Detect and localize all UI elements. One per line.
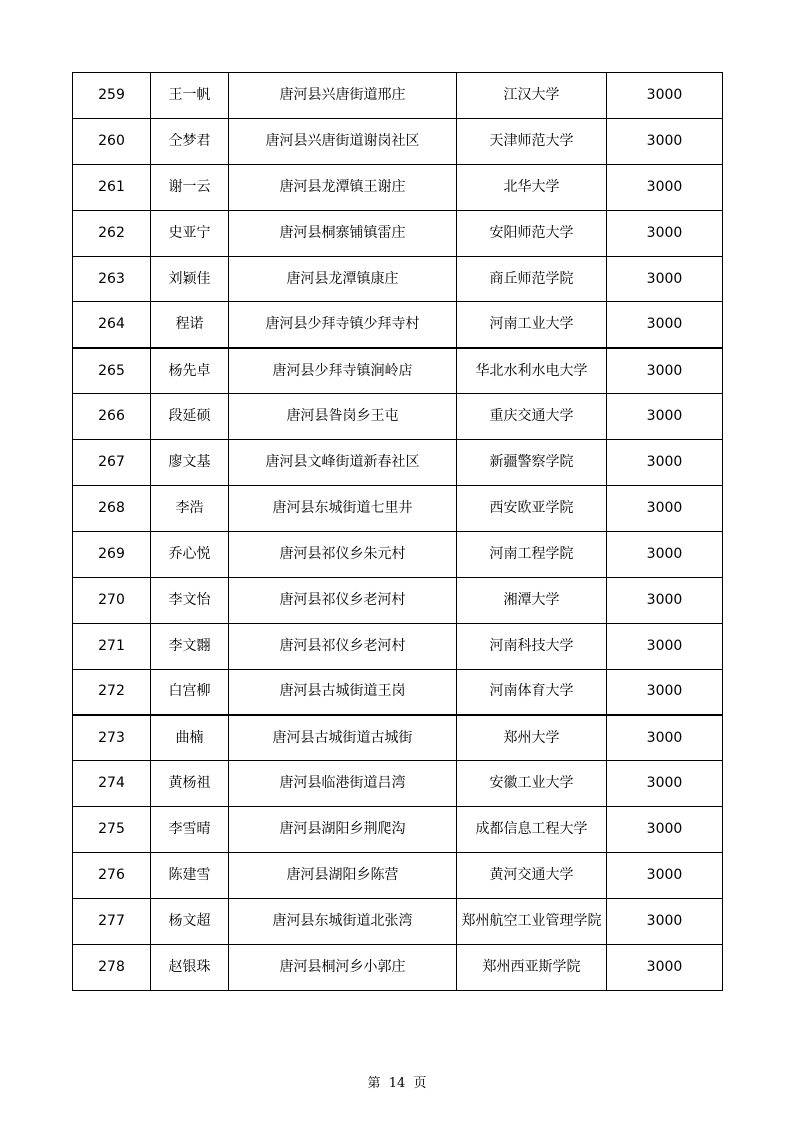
student-name-cell: 杨文超 (151, 899, 229, 945)
university-cell: 河南工业大学 (457, 302, 607, 348)
student-name-cell: 白宫柳 (151, 669, 229, 715)
serial-number-cell: 271 (73, 623, 151, 669)
amount-cell: 3000 (607, 761, 723, 807)
student-name-cell: 赵银珠 (151, 944, 229, 990)
address-cell: 唐河县临港街道吕湾 (229, 761, 457, 807)
address-cell: 唐河县桐寨铺镇雷庄 (229, 210, 457, 256)
university-cell: 河南工程学院 (457, 531, 607, 577)
table-row (73, 73, 723, 119)
university-cell: 安阳师范大学 (457, 210, 607, 256)
table-row (73, 394, 723, 440)
student-name-cell: 段延硕 (151, 394, 229, 440)
student-name-cell: 王一帆 (151, 73, 229, 119)
serial-number-cell: 264 (73, 302, 151, 348)
serial-number-cell: 273 (73, 715, 151, 761)
address-cell: 唐河县昝岗乡王屯 (229, 394, 457, 440)
table-row (73, 164, 723, 210)
serial-number-cell: 267 (73, 440, 151, 486)
amount-cell: 3000 (607, 623, 723, 669)
university-cell: 安徽工业大学 (457, 761, 607, 807)
address-cell: 唐河县少拜寺镇少拜寺村 (229, 302, 457, 348)
university-cell: 湘潭大学 (457, 577, 607, 623)
university-cell: 华北水利水电大学 (457, 348, 607, 394)
amount-cell: 3000 (607, 348, 723, 394)
serial-number-cell: 269 (73, 531, 151, 577)
amount-cell: 3000 (607, 164, 723, 210)
serial-number-cell: 259 (73, 73, 151, 119)
serial-number-cell: 274 (73, 761, 151, 807)
student-name-cell: 杨先卓 (151, 348, 229, 394)
table-row (73, 807, 723, 853)
student-name-cell: 曲楠 (151, 715, 229, 761)
amount-cell: 3000 (607, 486, 723, 532)
student-name-cell: 黄杨祖 (151, 761, 229, 807)
address-cell: 唐河县东城街道北张湾 (229, 899, 457, 945)
address-cell: 唐河县湖阳乡陈营 (229, 853, 457, 899)
student-name-cell: 陈建雪 (151, 853, 229, 899)
student-name-cell: 李雪晴 (151, 807, 229, 853)
amount-cell: 3000 (607, 899, 723, 945)
university-cell: 北华大学 (457, 164, 607, 210)
university-cell: 天津师范大学 (457, 118, 607, 164)
amount-cell: 3000 (607, 118, 723, 164)
university-cell: 郑州西亚斯学院 (457, 944, 607, 990)
address-cell: 唐河县兴唐街道邢庄 (229, 73, 457, 119)
student-name-cell: 程诺 (151, 302, 229, 348)
amount-cell: 3000 (607, 669, 723, 715)
university-cell: 黄河交通大学 (457, 853, 607, 899)
table-row (73, 302, 723, 348)
university-cell: 江汉大学 (457, 73, 607, 119)
address-cell: 唐河县祁仪乡老河村 (229, 623, 457, 669)
amount-cell: 3000 (607, 715, 723, 761)
serial-number-cell: 277 (73, 899, 151, 945)
table-row (73, 944, 723, 990)
amount-cell: 3000 (607, 577, 723, 623)
address-cell: 唐河县东城街道七里井 (229, 486, 457, 532)
table-row (73, 853, 723, 899)
serial-number-cell: 260 (73, 118, 151, 164)
table-row (73, 531, 723, 577)
serial-number-cell: 263 (73, 256, 151, 302)
student-name-cell: 史亚宁 (151, 210, 229, 256)
address-cell: 唐河县祁仪乡朱元村 (229, 531, 457, 577)
student-name-cell: 廖文基 (151, 440, 229, 486)
serial-number-cell: 266 (73, 394, 151, 440)
address-cell: 唐河县古城街道王岗 (229, 669, 457, 715)
student-name-cell: 李文怡 (151, 577, 229, 623)
address-cell: 唐河县古城街道古城街 (229, 715, 457, 761)
university-cell: 河南体育大学 (457, 669, 607, 715)
amount-cell: 3000 (607, 394, 723, 440)
address-cell: 唐河县桐河乡小郭庄 (229, 944, 457, 990)
table-row (73, 899, 723, 945)
address-cell: 唐河县少拜寺镇涧岭店 (229, 348, 457, 394)
table-body (73, 73, 723, 991)
table-row (73, 715, 723, 761)
table-row (73, 118, 723, 164)
table-row (73, 486, 723, 532)
serial-number-cell: 276 (73, 853, 151, 899)
address-cell: 唐河县文峰街道新春社区 (229, 440, 457, 486)
footer-prefix: 第 (367, 1076, 385, 1091)
page-footer (0, 1072, 794, 1091)
student-name-cell: 李浩 (151, 486, 229, 532)
university-cell: 新疆警察学院 (457, 440, 607, 486)
university-cell: 商丘师范学院 (457, 256, 607, 302)
address-cell: 唐河县龙潭镇王谢庄 (229, 164, 457, 210)
serial-number-cell: 262 (73, 210, 151, 256)
student-name-cell: 李文翾 (151, 623, 229, 669)
address-cell: 唐河县祁仪乡老河村 (229, 577, 457, 623)
recipient-table (72, 72, 723, 991)
amount-cell: 3000 (607, 944, 723, 990)
address-cell: 唐河县湖阳乡荆爬沟 (229, 807, 457, 853)
amount-cell: 3000 (607, 256, 723, 302)
university-cell: 郑州航空工业管理学院 (457, 899, 607, 945)
address-cell: 唐河县兴唐街道谢岗社区 (229, 118, 457, 164)
university-cell: 成都信息工程大学 (457, 807, 607, 853)
table-row (73, 761, 723, 807)
student-name-cell: 乔心悦 (151, 531, 229, 577)
table-row (73, 440, 723, 486)
serial-number-cell: 272 (73, 669, 151, 715)
amount-cell: 3000 (607, 302, 723, 348)
amount-cell: 3000 (607, 210, 723, 256)
table-row (73, 210, 723, 256)
student-name-cell: 刘颖佳 (151, 256, 229, 302)
amount-cell: 3000 (607, 853, 723, 899)
university-cell: 西安欧亚学院 (457, 486, 607, 532)
serial-number-cell: 278 (73, 944, 151, 990)
table-row (73, 623, 723, 669)
serial-number-cell: 270 (73, 577, 151, 623)
address-cell: 唐河县龙潭镇康庄 (229, 256, 457, 302)
footer-page-number: 14 (388, 1076, 410, 1091)
serial-number-cell: 261 (73, 164, 151, 210)
serial-number-cell: 265 (73, 348, 151, 394)
amount-cell: 3000 (607, 73, 723, 119)
amount-cell: 3000 (607, 531, 723, 577)
table-row (73, 669, 723, 715)
amount-cell: 3000 (607, 440, 723, 486)
student-name-cell: 仝梦君 (151, 118, 229, 164)
table-row (73, 256, 723, 302)
footer-suffix: 页 (413, 1076, 427, 1091)
university-cell: 河南科技大学 (457, 623, 607, 669)
student-name-cell: 谢一云 (151, 164, 229, 210)
university-cell: 重庆交通大学 (457, 394, 607, 440)
table-row (73, 348, 723, 394)
serial-number-cell: 268 (73, 486, 151, 532)
university-cell: 郑州大学 (457, 715, 607, 761)
table-row (73, 577, 723, 623)
serial-number-cell: 275 (73, 807, 151, 853)
amount-cell: 3000 (607, 807, 723, 853)
